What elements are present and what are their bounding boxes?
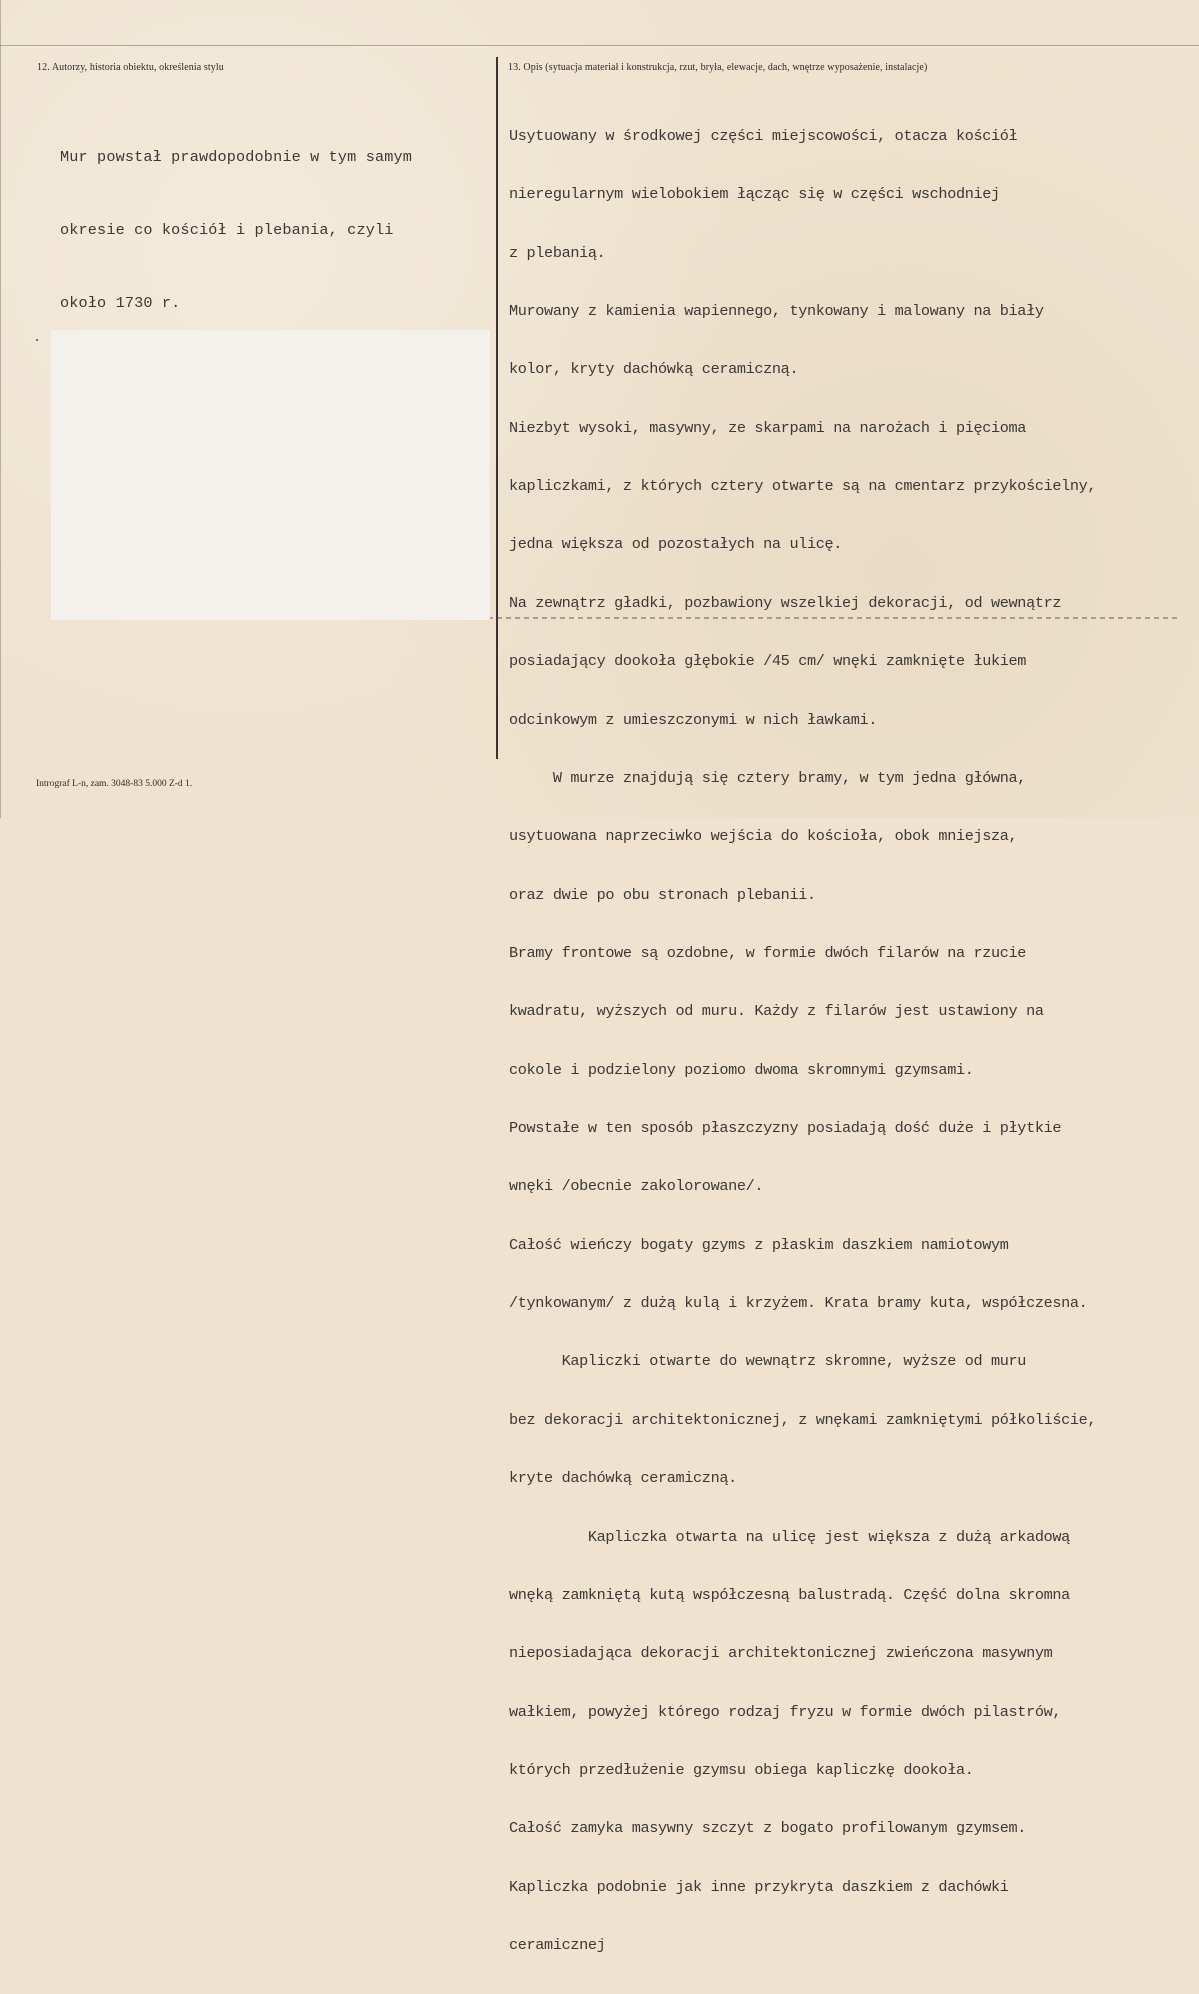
section-13-line: cokole i podzielony poziomo dwoma skromnymi gzymsami. <box>509 1060 974 1079</box>
section-13-line: których przedłużenie gzymsu obiega kapliczkę dookoła. <box>509 1760 974 1779</box>
printer-imprint: Intrograf L-n, zam. 3048-83 5.000 Z-d 1. <box>36 779 193 789</box>
column-divider <box>496 57 498 759</box>
section-13-line: /tynkowanym/ z dużą kulą i krzyżem. Krata bramy kuta, współczesna. <box>509 1294 1088 1313</box>
section-13-line: nieregularnym wielobokiem łącząc się w części wschodniej <box>509 185 1000 204</box>
margin-mark <box>36 339 38 341</box>
blank-photo-area <box>51 330 490 620</box>
section-13-line: Usytuowany w środkowej części miejscowości, otacza kościół <box>509 126 1018 145</box>
top-border <box>0 45 1199 46</box>
section-13-line: Na zewnątrz gładki, pozbawiony wszelkiej dekoracji, od wewnątrz <box>509 593 1062 612</box>
section-13-line: wałkiem, powyżej którego rodzaj fryzu w formie dwóch pilastrów, <box>509 1702 1062 1721</box>
section-13-line: W murze znajdują się cztery bramy, w tym jedna główna, <box>509 768 1027 787</box>
section-13-line: oraz dwie po obu stronach plebanii. <box>509 885 816 904</box>
section-13-line: Niezbyt wysoki, masywny, ze skarpami na narożach i pięcioma <box>509 418 1027 437</box>
section-13-line: bez dekoracji architektonicznej, z wnękami zamkniętymi półkoliście, <box>509 1410 1097 1429</box>
section-13-line: kwadratu, wyższych od muru. Każdy z filarów jest ustawiony na <box>509 1002 1044 1021</box>
section-12-line: okresie co kościół i plebania, czyli <box>60 221 394 240</box>
section-13-line: Kapliczki otwarte do wewnątrz skromne, wyższe od muru <box>509 1352 1027 1371</box>
section-13-line: wnęką zamkniętą kutą współczesną balustradą. Część dolna skromna <box>509 1585 1070 1604</box>
section-13-text <box>509 88 1096 1994</box>
section-13-heading: 13. Opis (sytuacja materiał i konstrukcja, rzut, bryła, elewacje, dach, wnętrze wyposażenie, instalacje) <box>508 62 928 73</box>
section-13-line: z plebanią. <box>509 243 606 262</box>
section-12-line: około 1730 r. <box>60 293 181 312</box>
section-13-line: nieposiadająca dekoracji architektonicznej zwieńczona masywnym <box>509 1644 1053 1663</box>
section-13-line: Bramy frontowe są ozdobne, w formie dwóch filarów na rzucie <box>509 943 1027 962</box>
section-13-line: kryte dachówką ceramiczną. <box>509 1469 737 1488</box>
section-13-line: kapliczkami, z których cztery otwarte są na cmentarz przykościelny, <box>509 477 1097 496</box>
section-13-line: posiadający dookoła głębokie /45 cm/ wnęki zamknięte łukiem <box>509 652 1027 671</box>
section-13-line: Całość zamyka masywny szczyt z bogato profilowanym gzymsem. <box>509 1819 1027 1838</box>
section-12-heading: 12. Autorzy, historia obiektu, określenia stylu <box>37 62 224 73</box>
section-13-line: usytuowana naprzeciwko wejścia do kościoła, obok mniejsza, <box>509 827 1018 846</box>
section-13-line: wnęki /obecnie zakolorowane/. <box>509 1177 764 1196</box>
dashed-separator <box>488 617 1178 619</box>
section-13-line: Kapliczka otwarta na ulicę jest większa z dużą arkadową <box>509 1527 1070 1546</box>
left-border <box>0 0 1 818</box>
section-13-line: Powstałe w ten sposób płaszczyzny posiadają dość duże i płytkie <box>509 1119 1062 1138</box>
section-13-line: Kapliczka podobnie jak inne przykryta daszkiem z dachówki <box>509 1877 1009 1896</box>
section-13-line: kolor, kryty dachówką ceramiczną. <box>509 360 799 379</box>
section-12-line: Mur powstał prawdopodobnie w tym samym <box>60 148 413 167</box>
section-13-line: Murowany z kamienia wapiennego, tynkowany i malowany na biały <box>509 301 1044 320</box>
section-13-line: odcinkowym z umieszczonymi w nich ławkami. <box>509 710 878 729</box>
section-13-line: ceramicznej <box>509 1936 606 1955</box>
section-13-line: jedna większa od pozostałych na ulicę. <box>509 535 843 554</box>
section-13-line: Całość wieńczy bogaty gzyms z płaskim daszkiem namiotowym <box>509 1235 1009 1254</box>
